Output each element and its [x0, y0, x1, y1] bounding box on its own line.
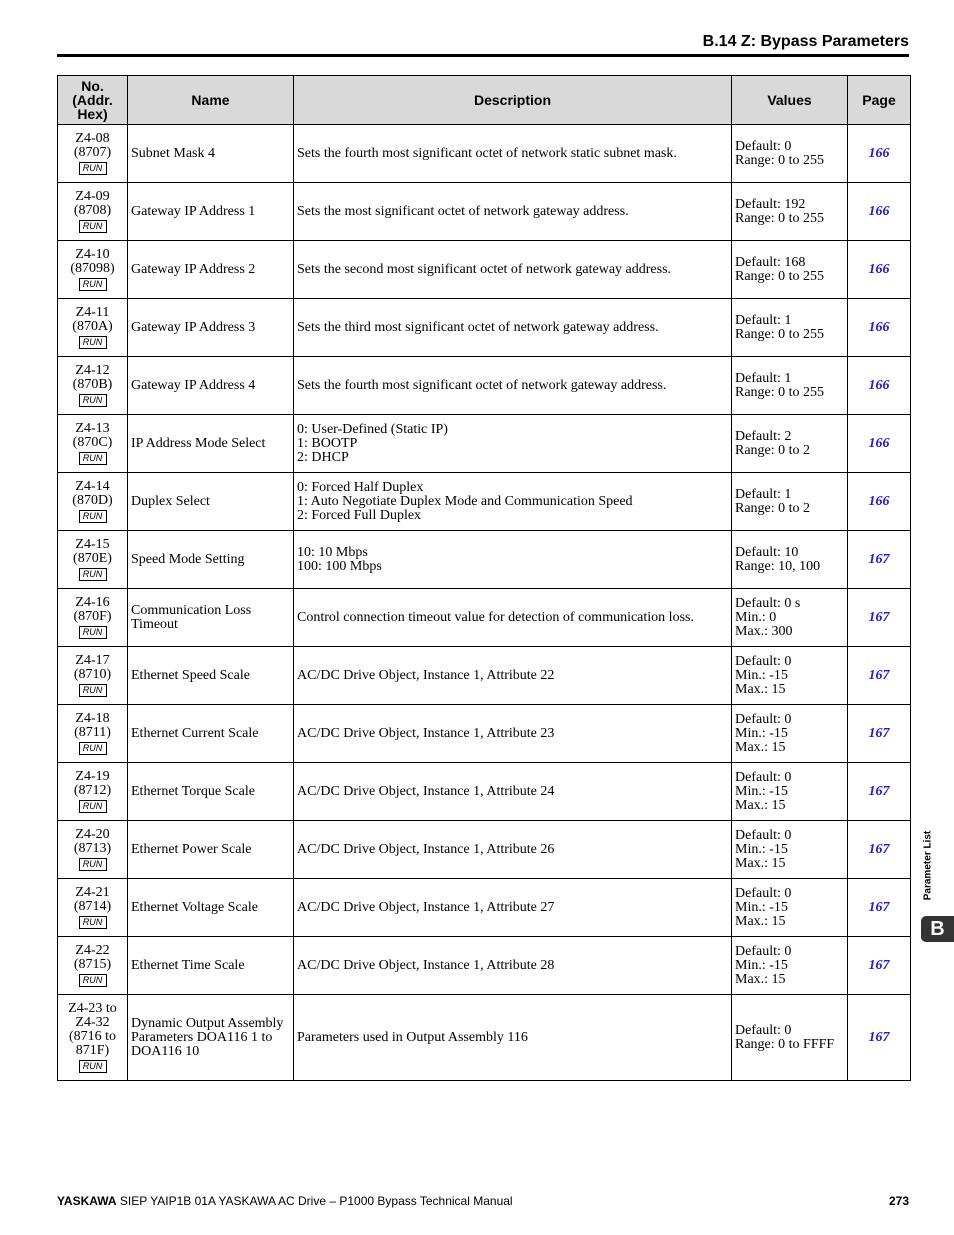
param-number: Z4-21 [75, 885, 110, 900]
param-number-cell [58, 937, 128, 995]
param-number: Z4-11 [75, 305, 110, 320]
param-value: Max.: 15 [735, 971, 786, 987]
page-link[interactable]: 166 [848, 299, 911, 357]
param-value: Default: 0 [735, 1022, 792, 1038]
param-number-cell [58, 241, 128, 299]
param-description: Sets the fourth most significant octet of network static subnet mask. [297, 145, 677, 161]
param-value: Min.: 0 [735, 609, 777, 625]
page-link[interactable]: 166 [848, 357, 911, 415]
param-description: AC/DC Drive Object, Instance 1, Attribute 22 [297, 667, 555, 683]
param-number-cell [58, 995, 128, 1081]
param-number-cell [58, 531, 128, 589]
page-link[interactable]: 167 [848, 647, 911, 705]
param-description: Control connection timeout value for detection of communication loss. [297, 609, 694, 625]
param-value: Range: 0 to 255 [735, 326, 825, 342]
param-number: (8707) [73, 145, 112, 160]
param-number-cell [58, 705, 128, 763]
param-value: Max.: 15 [735, 681, 786, 697]
param-value: Max.: 300 [735, 623, 793, 639]
run-badge: RUN [79, 742, 107, 755]
param-number: Z4-16 [75, 595, 110, 610]
param-number-cell [58, 879, 128, 937]
page-link[interactable]: 167 [848, 763, 911, 821]
param-values-cell [732, 473, 848, 531]
param-name: Ethernet Time Scale [131, 957, 245, 973]
param-number: (8713) [73, 841, 112, 856]
param-name: Ethernet Torque Scale [131, 783, 255, 799]
page-link[interactable]: 167 [848, 821, 911, 879]
param-description: AC/DC Drive Object, Instance 1, Attribute 23 [297, 725, 555, 741]
param-value: Min.: -15 [735, 957, 788, 973]
table-row [58, 415, 911, 473]
param-number: (870C) [72, 435, 113, 450]
param-name: IP Address Mode Select [131, 435, 266, 451]
param-description-cell [294, 705, 732, 763]
param-name-cell [128, 531, 294, 589]
param-name: Gateway IP Address 3 [131, 319, 256, 335]
param-name: Duplex Select [131, 493, 210, 509]
param-number: Z4-18 [75, 711, 110, 726]
param-description: 10: 10 Mbps [297, 544, 368, 560]
col-header-description: Description [294, 76, 732, 125]
param-description: AC/DC Drive Object, Instance 1, Attribute 28 [297, 957, 555, 973]
param-value: Min.: -15 [735, 725, 788, 741]
param-number: Z4-14 [75, 479, 110, 494]
param-value: Range: 0 to 2 [735, 442, 811, 458]
col-header-name: Name [128, 76, 294, 125]
run-badge: RUN [79, 336, 107, 349]
param-values-cell [732, 183, 848, 241]
param-value: Min.: -15 [735, 899, 788, 915]
param-number: Z4-13 [75, 421, 110, 436]
param-values-cell [732, 531, 848, 589]
param-description-cell [294, 647, 732, 705]
param-description: 0: User-Defined (Static IP) [297, 421, 448, 437]
param-number: (8716 to [68, 1029, 117, 1044]
parameter-table [57, 75, 911, 1081]
param-name: Gateway IP Address 2 [131, 261, 256, 277]
table-header-row [58, 76, 911, 125]
param-values-cell [732, 589, 848, 647]
param-number: Z4-10 [75, 247, 110, 262]
table-row [58, 241, 911, 299]
col-header-values: Values [732, 76, 848, 125]
run-badge: RUN [79, 162, 107, 175]
param-name-cell [128, 473, 294, 531]
param-number: Z4-19 [75, 769, 110, 784]
param-number: (870E) [73, 551, 112, 566]
table-row [58, 995, 911, 1081]
run-badge: RUN [79, 452, 107, 465]
param-name: Ethernet Power Scale [131, 841, 252, 857]
param-description-cell [294, 821, 732, 879]
param-description: 2: DHCP [297, 449, 349, 465]
param-description: AC/DC Drive Object, Instance 1, Attribute 27 [297, 899, 555, 915]
param-name: Ethernet Current Scale [131, 725, 259, 741]
param-number-cell [58, 183, 128, 241]
param-value: Default: 192 [735, 196, 806, 212]
param-number: Z4-09 [75, 189, 110, 204]
param-number-cell [58, 821, 128, 879]
param-description: 100: 100 Mbps [297, 558, 382, 574]
run-badge: RUN [79, 974, 107, 987]
param-number: (87098) [70, 261, 115, 276]
run-badge: RUN [79, 800, 107, 813]
param-name-cell [128, 415, 294, 473]
param-name: Subnet Mask 4 [131, 145, 215, 161]
param-name: Dynamic Output Assembly [131, 1015, 284, 1031]
param-value: Default: 0 [735, 885, 792, 901]
param-description: Sets the most significant octet of network gateway address. [297, 203, 629, 219]
param-values-cell [732, 241, 848, 299]
param-number: (8715) [73, 957, 112, 972]
param-values-cell [732, 937, 848, 995]
table-row [58, 937, 911, 995]
param-description: Parameters used in Output Assembly 116 [297, 1029, 528, 1045]
page-link[interactable]: 166 [848, 241, 911, 299]
param-number-cell [58, 473, 128, 531]
param-value: Range: 0 to 255 [735, 210, 825, 226]
param-value: Min.: -15 [735, 667, 788, 683]
run-badge: RUN [79, 684, 107, 697]
param-name: Gateway IP Address 4 [131, 377, 256, 393]
param-number: (8712) [73, 783, 112, 798]
param-value: Range: 0 to 255 [735, 384, 825, 400]
param-number: Z4-12 [75, 363, 110, 378]
param-name: Parameters DOA116 1 to [131, 1029, 273, 1045]
param-description-cell [294, 995, 732, 1081]
param-number: Z4-20 [75, 827, 110, 842]
run-badge: RUN [79, 626, 107, 639]
footer-brand: YASKAWA [57, 1194, 117, 1208]
param-number: Z4-32 [75, 1015, 110, 1030]
param-name-cell [128, 241, 294, 299]
param-name-cell [128, 821, 294, 879]
param-description: AC/DC Drive Object, Instance 1, Attribute 24 [297, 783, 555, 799]
param-number: (8714) [73, 899, 112, 914]
param-name-cell [128, 357, 294, 415]
page-link[interactable]: 167 [848, 937, 911, 995]
param-description: Sets the third most significant octet of network gateway address. [297, 319, 659, 335]
page-link[interactable]: 166 [848, 415, 911, 473]
param-number: Z4-15 [75, 537, 110, 552]
param-description-cell [294, 241, 732, 299]
param-value: Max.: 15 [735, 913, 786, 929]
param-number: (8708) [73, 203, 112, 218]
param-number-cell [58, 415, 128, 473]
section-title: B.14 Z: Bypass Parameters [702, 33, 909, 50]
param-value: Min.: -15 [735, 783, 788, 799]
param-value: Default: 0 [735, 769, 792, 785]
table-row [58, 821, 911, 879]
run-badge: RUN [79, 568, 107, 581]
param-description-cell [294, 937, 732, 995]
param-values-cell [732, 415, 848, 473]
param-value: Default: 10 [735, 544, 799, 560]
col-header-no: No. (Addr. Hex) [58, 76, 128, 125]
param-number: Z4-08 [75, 131, 110, 146]
param-number-cell [58, 357, 128, 415]
param-value: Default: 1 [735, 486, 792, 502]
param-value: Max.: 15 [735, 739, 786, 755]
param-number: 871F) [75, 1043, 110, 1058]
page-link[interactable]: 166 [848, 183, 911, 241]
table-row [58, 473, 911, 531]
param-value: Default: 1 [735, 370, 792, 386]
param-value: Max.: 15 [735, 855, 786, 871]
param-value: Default: 0 s [735, 595, 801, 611]
param-value: Range: 0 to FFFF [735, 1036, 835, 1052]
param-number: Z4-23 to [68, 1001, 117, 1016]
run-badge: RUN [79, 858, 107, 871]
param-name: Ethernet Voltage Scale [131, 899, 258, 915]
param-description-cell [294, 299, 732, 357]
param-description-cell [294, 763, 732, 821]
page-number: 273 [888, 1194, 909, 1208]
param-name-cell [128, 299, 294, 357]
param-values-cell [732, 125, 848, 183]
param-values-cell [732, 879, 848, 937]
param-name-cell [128, 589, 294, 647]
page-link[interactable]: 167 [848, 705, 911, 763]
param-name-cell [128, 183, 294, 241]
param-value: Range: 10, 100 [735, 558, 821, 574]
param-value: Max.: 15 [735, 797, 786, 813]
param-number-cell [58, 299, 128, 357]
param-value: Default: 0 [735, 711, 792, 727]
param-description-cell [294, 125, 732, 183]
run-badge: RUN [79, 278, 107, 291]
param-values-cell [732, 705, 848, 763]
param-values-cell [732, 357, 848, 415]
param-values-cell [732, 647, 848, 705]
table-row [58, 763, 911, 821]
run-badge: RUN [79, 394, 107, 407]
table-row [58, 879, 911, 937]
param-description: 0: Forced Half Duplex [297, 479, 424, 495]
param-values-cell [732, 821, 848, 879]
param-description: AC/DC Drive Object, Instance 1, Attribute 26 [297, 841, 555, 857]
param-number: (870D) [72, 493, 113, 508]
param-name: Timeout [131, 616, 178, 632]
param-values-cell [732, 763, 848, 821]
param-name-cell [128, 995, 294, 1081]
param-value: Range: 0 to 2 [735, 500, 811, 516]
col-header-page: Page [848, 76, 911, 125]
param-number: (870F) [73, 609, 112, 624]
param-description-cell [294, 589, 732, 647]
table-row [58, 299, 911, 357]
param-value: Default: 1 [735, 312, 792, 328]
table-row [58, 125, 911, 183]
param-values-cell [732, 995, 848, 1081]
param-number: Z4-22 [75, 943, 110, 958]
param-number: (8710) [73, 667, 112, 682]
param-value: Default: 0 [735, 943, 792, 959]
param-value: Default: 2 [735, 428, 792, 444]
param-name: Gateway IP Address 1 [131, 203, 256, 219]
param-name-cell [128, 705, 294, 763]
param-name-cell [128, 125, 294, 183]
param-name: Speed Mode Setting [131, 551, 245, 567]
page-link[interactable]: 166 [848, 473, 911, 531]
param-description-cell [294, 415, 732, 473]
page-link[interactable]: 167 [848, 589, 911, 647]
param-name-cell [128, 647, 294, 705]
param-name: Communication Loss [131, 602, 252, 618]
param-value: Range: 0 to 255 [735, 152, 825, 168]
param-name: DOA116 10 [131, 1043, 200, 1059]
param-number-cell [58, 589, 128, 647]
param-name: Ethernet Speed Scale [131, 667, 250, 683]
param-number: (870A) [72, 319, 113, 334]
param-number-cell [58, 647, 128, 705]
param-description: 2: Forced Full Duplex [297, 507, 422, 523]
param-value: Range: 0 to 255 [735, 268, 825, 284]
run-badge: RUN [79, 916, 107, 929]
param-name-cell [128, 879, 294, 937]
param-description: Sets the second most significant octet of network gateway address. [297, 261, 672, 277]
side-tab-label: Parameter List [922, 830, 934, 901]
run-badge: RUN [79, 220, 107, 233]
param-value: Min.: -15 [735, 841, 788, 857]
page-footer [57, 1194, 909, 1208]
footer-doc-title: SIEP YAIP1B 01A YASKAWA AC Drive – P1000 Bypass Technical Manual [116, 1194, 513, 1208]
table-row [58, 183, 911, 241]
param-description-cell [294, 879, 732, 937]
param-number-cell [58, 763, 128, 821]
param-description-cell [294, 531, 732, 589]
table-row [58, 357, 911, 415]
run-badge: RUN [79, 1060, 107, 1073]
table-row [58, 589, 911, 647]
param-description-cell [294, 357, 732, 415]
param-value: Default: 0 [735, 138, 792, 154]
page-link[interactable]: 166 [848, 125, 911, 183]
param-value: Default: 0 [735, 827, 792, 843]
table-row [58, 531, 911, 589]
param-description-cell [294, 183, 732, 241]
param-number: (8711) [74, 725, 111, 740]
param-name-cell [128, 937, 294, 995]
param-number: (870B) [72, 377, 113, 392]
param-value: Default: 168 [735, 254, 806, 270]
run-badge: RUN [79, 510, 107, 523]
param-name-cell [128, 763, 294, 821]
param-description-cell [294, 473, 732, 531]
param-number-cell [58, 125, 128, 183]
page-link[interactable]: 167 [848, 531, 911, 589]
appendix-tab[interactable]: B [921, 916, 954, 942]
param-description: Sets the fourth most significant octet of network gateway address. [297, 377, 667, 393]
param-description: 1: Auto Negotiate Duplex Mode and Communication Speed [297, 493, 633, 509]
page-link[interactable]: 167 [848, 995, 911, 1081]
param-values-cell [732, 299, 848, 357]
table-row [58, 647, 911, 705]
param-value: Default: 0 [735, 653, 792, 669]
param-number: Z4-17 [75, 653, 110, 668]
table-row [58, 705, 911, 763]
page-link[interactable]: 167 [848, 879, 911, 937]
param-description: 1: BOOTP [297, 435, 358, 451]
title-rule [57, 54, 909, 57]
